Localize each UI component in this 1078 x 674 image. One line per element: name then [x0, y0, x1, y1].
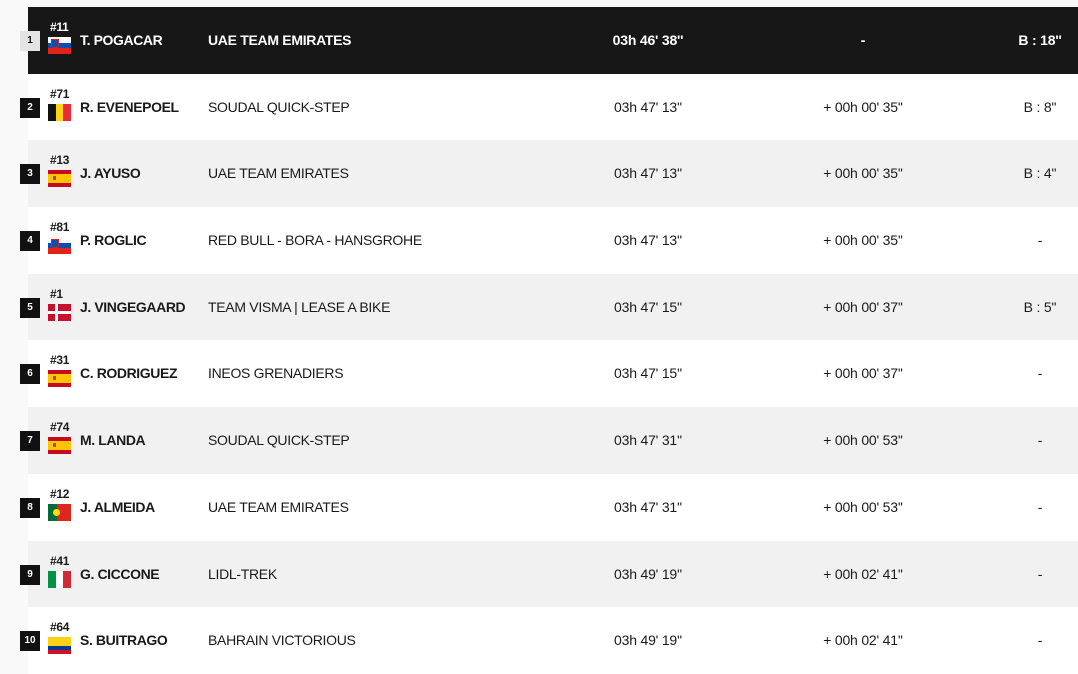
bib-number: #64 — [50, 620, 70, 635]
bib-number: #1 — [50, 286, 63, 301]
team-name[interactable]: UAE TEAM EMIRATES — [208, 498, 349, 515]
bonus-seconds: B : 5'' — [1023, 298, 1057, 315]
rank-badge: 5 — [20, 298, 40, 318]
bonus-seconds: - — [1037, 432, 1043, 449]
bib-number: #11 — [50, 20, 69, 34]
rank-badge: 7 — [20, 431, 40, 451]
team-name[interactable]: RED BULL - BORA - HANSGROHE — [208, 232, 422, 249]
rider-name[interactable]: T. POGACAR — [80, 32, 163, 48]
race-time: 03h 47' 13'' — [614, 98, 682, 115]
rank-badge: 8 — [20, 498, 40, 518]
rank-badge: 9 — [20, 565, 40, 585]
time-gap: + 00h 00' 53'' — [823, 432, 903, 449]
bonus-seconds: - — [1037, 498, 1043, 515]
italy-flag-icon — [48, 571, 71, 588]
belgium-flag-icon — [48, 104, 71, 121]
rider-name[interactable]: J. ALMEIDA — [80, 498, 155, 515]
team-name[interactable]: UAE TEAM EMIRATES — [208, 32, 352, 48]
race-time: 03h 47' 15'' — [614, 365, 682, 382]
time-gap: + 00h 00' 35'' — [823, 165, 903, 182]
race-time: 03h 47' 31'' — [614, 498, 682, 515]
colombia-flag-icon — [48, 637, 71, 654]
bonus-seconds: - — [1037, 565, 1043, 582]
team-name[interactable]: BAHRAIN VICTORIOUS — [208, 632, 356, 649]
time-gap: - — [860, 32, 866, 48]
time-gap: + 00h 00' 35'' — [823, 232, 903, 249]
time-gap: + 00h 00' 37'' — [823, 365, 903, 382]
rank-badge: 10 — [20, 631, 40, 651]
bib-number: #71 — [50, 86, 70, 101]
rider-name[interactable]: S. BUITRAGO — [80, 632, 168, 649]
bib-number: #13 — [50, 153, 70, 168]
rider-name[interactable]: C. RODRIGUEZ — [80, 365, 178, 382]
standings-table — [0, 7, 1078, 674]
standings-row[interactable] — [28, 207, 1078, 274]
standings-row[interactable] — [24, 607, 1078, 674]
rank-badge: 6 — [20, 364, 40, 384]
standings-row[interactable] — [28, 140, 1078, 207]
bib-number: #31 — [50, 353, 70, 368]
bonus-seconds: B : 8'' — [1023, 98, 1057, 115]
race-time: 03h 47' 31'' — [614, 432, 682, 449]
time-gap: + 00h 00' 37'' — [823, 298, 903, 315]
team-name[interactable]: SOUDAL QUICK-STEP — [208, 432, 350, 449]
race-time: 03h 47' 13'' — [614, 165, 682, 182]
standings-row[interactable] — [28, 7, 1078, 74]
rank-badge: 2 — [20, 98, 40, 118]
spain-flag-icon — [48, 370, 71, 387]
time-gap: + 00h 02' 41'' — [823, 565, 903, 582]
standings-row[interactable] — [28, 340, 1078, 407]
race-time: 03h 49' 19'' — [614, 632, 682, 649]
race-time: 03h 47' 13'' — [614, 232, 682, 249]
team-name[interactable]: INEOS GRENADIERS — [208, 365, 344, 382]
portugal-flag-icon — [48, 504, 71, 521]
slovenia-flag-icon — [48, 237, 71, 254]
rank-badge: 1 — [20, 31, 40, 51]
rider-name[interactable]: J. VINGEGAARD — [80, 298, 186, 315]
spain-flag-icon — [48, 437, 71, 454]
standings-row[interactable] — [28, 474, 1078, 541]
bib-number: #41 — [50, 553, 70, 568]
slovenia-flag-icon — [48, 37, 71, 54]
time-gap: + 00h 02' 41'' — [823, 632, 903, 649]
bib-number: #81 — [50, 220, 70, 235]
team-name[interactable]: SOUDAL QUICK-STEP — [208, 98, 350, 115]
bonus-seconds: - — [1037, 365, 1043, 382]
race-time: 03h 47' 15'' — [614, 298, 682, 315]
rider-name[interactable]: M. LANDA — [80, 432, 146, 449]
team-name[interactable]: LIDL-TREK — [208, 565, 277, 582]
bonus-seconds: - — [1037, 632, 1043, 649]
standings-row[interactable] — [28, 274, 1078, 341]
bib-number: #74 — [50, 420, 70, 435]
denmark-flag-icon — [48, 304, 71, 321]
rank-badge: 4 — [20, 231, 40, 251]
time-gap: + 00h 00' 35'' — [823, 98, 903, 115]
rank-badge: 3 — [20, 164, 40, 184]
rider-name[interactable]: P. ROGLIC — [80, 232, 147, 249]
bonus-seconds: - — [1037, 232, 1043, 249]
team-name[interactable]: TEAM VISMA | LEASE A BIKE — [208, 298, 391, 315]
race-time: 03h 49' 19'' — [614, 565, 682, 582]
rider-name[interactable]: R. EVENEPOEL — [80, 98, 179, 115]
rider-name[interactable]: J. AYUSO — [80, 165, 141, 182]
time-gap: + 00h 00' 53'' — [823, 498, 903, 515]
team-name[interactable]: UAE TEAM EMIRATES — [208, 165, 349, 182]
bonus-seconds: B : 4'' — [1023, 165, 1057, 182]
standings-row[interactable] — [28, 74, 1078, 141]
spain-flag-icon — [48, 170, 71, 187]
race-time: 03h 46' 38'' — [612, 32, 684, 48]
bib-number: #12 — [50, 486, 70, 501]
bonus-seconds: B : 18'' — [1018, 32, 1062, 48]
rider-name[interactable]: G. CICCONE — [80, 565, 160, 582]
standings-row[interactable] — [28, 407, 1078, 474]
standings-row[interactable] — [28, 541, 1078, 608]
